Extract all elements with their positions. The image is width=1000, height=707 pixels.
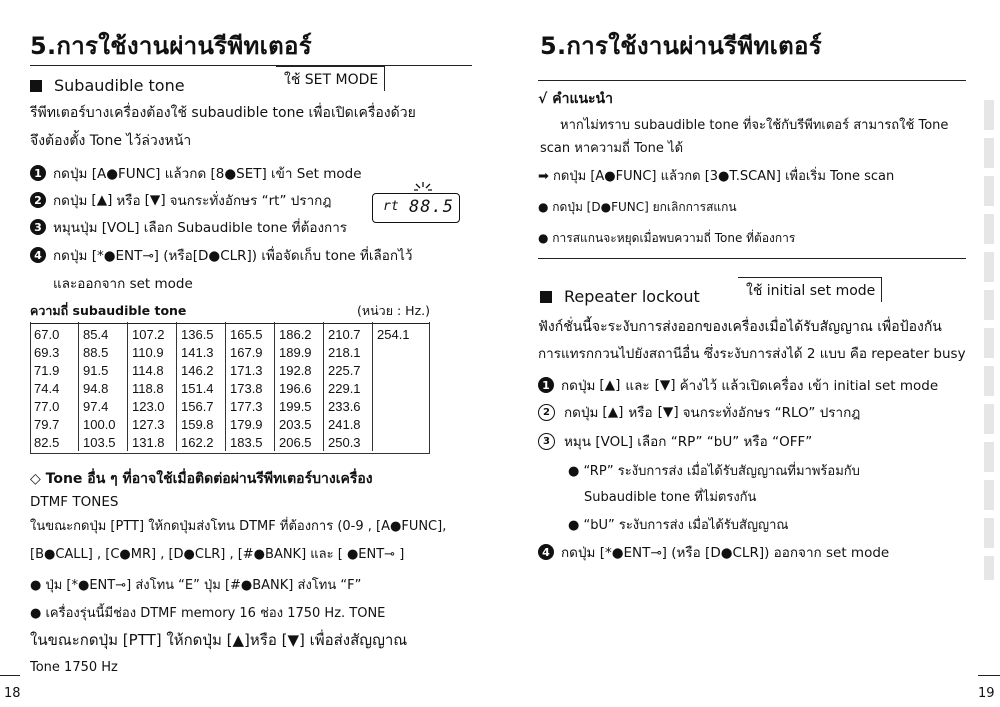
table-cell: 173.8 bbox=[226, 379, 275, 397]
step-text: กดปุ่ม [*●ENT⊸] (หรือ[D●CLR]) เพื่อจัดเก็บ tone ที่เลือกไว้ bbox=[53, 248, 413, 264]
mode-label: ใช้ SET MODE bbox=[276, 66, 385, 91]
square-bullet-icon bbox=[30, 80, 42, 92]
tip-line-1: หากไม่ทราบ subaudible tone ที่จะใช้กับรีพีทเตอร์ สามารถใช้ Tone bbox=[560, 118, 949, 133]
ptt-line-2: Tone 1750 Hz bbox=[30, 660, 118, 675]
step-number: 2 bbox=[30, 192, 46, 208]
page-title: 5.การใช้งานผ่านรีพีทเตอร์ bbox=[540, 32, 822, 60]
table-cell: 254.1 bbox=[373, 322, 422, 343]
table-cell: 69.3 bbox=[34, 344, 60, 360]
down-arrow-icon: ▼ bbox=[659, 377, 671, 393]
rp-option-line-1: ● “RP” ระงับการส่ง เมื่อได้รับสัญญาณที่มาพร้อมกับ bbox=[568, 464, 860, 479]
lockout-step-4 bbox=[538, 541, 889, 563]
right-arrow-icon: ➡ bbox=[538, 169, 549, 184]
table-cell bbox=[373, 361, 422, 379]
table-row bbox=[30, 322, 421, 343]
lockout-intro-1: ฟังก์ชั่นนี้จะระงับการส่งออกของเครื่องเมื่อได้รับสัญญาณ เพื่อป้องกัน bbox=[538, 319, 942, 335]
table-row bbox=[30, 343, 421, 361]
step-text: จนกระทั่งอักษร “rt” ปรากฎ bbox=[169, 193, 332, 209]
other-tones-heading bbox=[30, 467, 373, 492]
table-cell: 79.7 bbox=[34, 416, 60, 432]
table-cell: 82.5 bbox=[34, 434, 60, 450]
table-cell: 77.0 bbox=[34, 398, 60, 414]
intro-line-2: จึงต้องตั้ง Tone ไว้ล่วงหน้า bbox=[30, 133, 192, 149]
table-cell: 186.2 bbox=[275, 322, 324, 343]
page-number: 19 bbox=[978, 686, 995, 701]
table-cell: 103.5 bbox=[79, 433, 128, 451]
table-cell: 107.2 bbox=[128, 322, 177, 343]
ptt-line-1: ในขณะกดปุ่ม [PTT] ให้กดปุ่ม [▲]หรือ [▼] เพื่อส่งสัญญาณ bbox=[30, 631, 408, 649]
table-cell: 88.5 bbox=[79, 343, 128, 361]
down-arrow-icon: ▼ bbox=[149, 192, 161, 208]
lockout-intro-2: การแทรกกวนไปยังสถานีอื่น ซึ่งระงับการส่งได้ 2 แบบ คือ repeater busy bbox=[538, 346, 966, 362]
tip-arrow-text: กดปุ่ม [A●FUNC] แล้วกด [3●T.SCAN] เพื่อเริ่ม Tone scan bbox=[553, 169, 895, 184]
table-title: ความถี่ subaudible tone bbox=[30, 303, 187, 318]
table-cell: 210.7 bbox=[324, 322, 373, 343]
up-arrow-icon: ▲ bbox=[96, 192, 108, 208]
footer-rule bbox=[978, 675, 1000, 676]
up-arrow-icon: ▲ bbox=[607, 404, 619, 420]
blink-icon bbox=[411, 180, 435, 197]
step-text: หมุนปุ่ม [VOL] เลือก Subaudible tone ที่ต้องการ bbox=[53, 220, 348, 236]
bullet-dtmf-memory: ● เครื่องรุ่นนี้มีช่อง DTMF memory 16 ช่อง 1750 Hz. TONE bbox=[30, 606, 386, 621]
tip-rule bbox=[538, 258, 966, 259]
table-cell: 85.4 bbox=[79, 322, 128, 343]
ptt-text: ในขณะกดปุ่ม [PTT] ให้กดปุ่ม bbox=[30, 631, 222, 649]
table-cell bbox=[373, 343, 422, 361]
table-cell: 179.9 bbox=[226, 415, 275, 433]
other-tones-text: Tone อื่น ๆ ที่อาจใช้เมื่อติดต่อผ่านรีพีทเตอร์บางเครื่อง bbox=[45, 471, 373, 487]
table-row bbox=[30, 361, 421, 379]
step-2: 2 กดปุ่ม [ ▲ ] หรือ [ ▼ ] จนกระทั่งอักษร “rt” ปรากฎ bbox=[30, 189, 331, 211]
table-cell: 167.9 bbox=[226, 343, 275, 361]
section-title: Subaudible tone bbox=[54, 76, 185, 95]
right-page bbox=[500, 0, 1000, 707]
tip-heading: √ คำแนะนำ bbox=[538, 91, 613, 107]
step-1 bbox=[30, 162, 362, 184]
bu-option: ● “bU” ระงับการส่ง เมื่อได้รับสัญญาณ bbox=[568, 518, 789, 533]
table-cell: 71.9 bbox=[34, 362, 60, 378]
step-number: 1 bbox=[538, 377, 554, 393]
table-cell: 196.6 bbox=[275, 379, 324, 397]
table-cell: 162.2 bbox=[177, 433, 226, 451]
diamond-icon: ◇ bbox=[30, 471, 41, 487]
table-cell: 118.8 bbox=[128, 379, 177, 397]
rp-option-line-2: Subaudible tone ที่ไม่ตรงกัน bbox=[584, 490, 757, 505]
title-rule bbox=[538, 80, 966, 81]
step-number: 4 bbox=[30, 247, 46, 263]
dtmf-line-1: ในขณะกดปุ่ม [PTT] ให้กดปุ่มส่งโทน DTMF ที่ต้องการ (0-9 , [A●FUNC], bbox=[30, 519, 447, 534]
down-arrow-icon: ▼ bbox=[287, 631, 299, 649]
table-cell bbox=[373, 397, 422, 415]
table-cell: 206.5 bbox=[275, 433, 324, 451]
title-rule bbox=[30, 65, 472, 66]
dtmf-line-2: [B●CALL] , [C●MR] , [D●CLR] , [#●BANK] และ [ ●ENT⊸ ] bbox=[30, 547, 405, 562]
step-number: 3 bbox=[30, 219, 46, 235]
step-text: กดปุ่ม bbox=[561, 378, 596, 394]
table-cell: 141.3 bbox=[177, 343, 226, 361]
table-row bbox=[30, 415, 421, 433]
step-text: กดปุ่ม [A●FUNC] แล้วกด [8●SET] เข้า Set mode bbox=[53, 166, 362, 182]
table-cell: 97.4 bbox=[79, 397, 128, 415]
tone-table bbox=[30, 322, 421, 451]
table-cell: 156.7 bbox=[177, 397, 226, 415]
table-header bbox=[30, 301, 430, 324]
step-text: และ bbox=[625, 378, 650, 394]
down-arrow-icon: ▼ bbox=[662, 404, 674, 420]
lockout-step-1: 1 กดปุ่ม [ ▲ ] และ [ ▼ ] ค้างไว้ แล้วเปิดเครื่อง เข้า initial set mode bbox=[538, 374, 938, 396]
table-cell: 229.1 bbox=[324, 379, 373, 397]
table-cell: 218.1 bbox=[324, 343, 373, 361]
tip-bullet-1: ● กดปุ่ม [D●FUNC] ยกเลิกการสแกน bbox=[538, 200, 737, 214]
table-cell bbox=[373, 415, 422, 433]
table-row bbox=[30, 379, 421, 397]
step-number: 4 bbox=[538, 544, 554, 560]
page-number: 18 bbox=[4, 686, 21, 701]
section-heading bbox=[30, 76, 185, 95]
square-bullet-icon bbox=[540, 291, 552, 303]
table-cell: 241.8 bbox=[324, 415, 373, 433]
dtmf-heading: DTMF TONES bbox=[30, 494, 119, 510]
step-text: กดปุ่ม bbox=[53, 193, 88, 209]
up-arrow-icon: ▲ bbox=[232, 631, 245, 649]
table-cell bbox=[373, 433, 422, 451]
table-cell: 136.5 bbox=[177, 322, 226, 343]
intro-line-1: รีพีทเตอร์บางเครื่องต้องใช้ subaudible tone เพื่อเปิดเครื่องด้วย bbox=[30, 105, 416, 121]
table-cell: 146.2 bbox=[177, 361, 226, 379]
table-cell: 171.3 bbox=[226, 361, 275, 379]
step-text: หมุน [VOL] เลือก “RP” “bU” หรือ “OFF” bbox=[564, 434, 813, 450]
table-cell: 233.6 bbox=[324, 397, 373, 415]
table-cell bbox=[373, 379, 422, 397]
table-cell: 159.8 bbox=[177, 415, 226, 433]
table-cell: 91.5 bbox=[79, 361, 128, 379]
table-cell: 67.0 bbox=[34, 326, 60, 342]
table-cell: 94.8 bbox=[79, 379, 128, 397]
footer-rule bbox=[0, 675, 20, 676]
mode-label: ใช้ initial set mode bbox=[738, 277, 882, 302]
lcd-value: 88.5 bbox=[409, 197, 454, 217]
table-cell: 203.5 bbox=[275, 415, 324, 433]
step-4-continued: และออกจาก set mode bbox=[53, 276, 193, 292]
lockout-step-3 bbox=[538, 430, 812, 452]
ptt-text: เพื่อส่งสัญญาณ bbox=[309, 631, 408, 649]
table-cell: 225.7 bbox=[324, 361, 373, 379]
page-title: 5.การใช้งานผ่านรีพีทเตอร์ bbox=[30, 32, 312, 60]
lcd-display bbox=[372, 193, 460, 223]
tip-line-2: scan หาความถี่ Tone ได้ bbox=[540, 141, 684, 156]
table-cell: 114.8 bbox=[128, 361, 177, 379]
section-title: Repeater lockout bbox=[564, 287, 700, 306]
table-cell: 100.0 bbox=[79, 415, 128, 433]
section-heading bbox=[540, 287, 700, 306]
step-text: กดปุ่ม bbox=[564, 405, 599, 421]
side-watermark-decoration bbox=[978, 90, 1000, 590]
table-row bbox=[30, 433, 421, 451]
up-arrow-icon: ▲ bbox=[604, 377, 616, 393]
step-text: กดปุ่ม [*●ENT⊸] (หรือ [D●CLR]) ออกจาก set mode bbox=[561, 545, 890, 561]
step-text: ค้างไว้ แล้วเปิดเครื่อง เข้า initial set mode bbox=[679, 378, 939, 394]
step-4 bbox=[30, 244, 412, 266]
table-cell: 192.8 bbox=[275, 361, 324, 379]
ptt-text: หรือ bbox=[249, 631, 277, 649]
table-cell: 250.3 bbox=[324, 433, 373, 451]
table-cell: 74.4 bbox=[34, 380, 60, 396]
tip-arrow-line bbox=[538, 165, 894, 186]
tip-bullet-2: ● การสแกนจะหยุดเมื่อพบความถี่ Tone ที่ต้องการ bbox=[538, 231, 796, 245]
step-3 bbox=[30, 216, 347, 238]
bullet-e-f: ● ปุ่ม [*●ENT⊸] ส่งโทน “E” ปุ่ม [#●BANK] ส่งโทน “F” bbox=[30, 578, 362, 593]
step-text: หรือ bbox=[628, 405, 653, 421]
table-cell: 177.3 bbox=[226, 397, 275, 415]
step-text: หรือ bbox=[116, 193, 141, 209]
table-cell: 151.4 bbox=[177, 379, 226, 397]
table-cell: 165.5 bbox=[226, 322, 275, 343]
table-row bbox=[30, 397, 421, 415]
table-cell: 199.5 bbox=[275, 397, 324, 415]
table-cell: 123.0 bbox=[128, 397, 177, 415]
step-text: จนกระทั่งอักษร “RLO” ปรากฎ bbox=[682, 405, 861, 421]
table-cell: 110.9 bbox=[128, 343, 177, 361]
step-number: 3 bbox=[538, 433, 555, 450]
step-number: 2 bbox=[538, 404, 555, 421]
lockout-step-2: 2 กดปุ่ม [ ▲ ] หรือ [ ▼ ] จนกระทั่งอักษร “RLO” ปรากฎ bbox=[538, 401, 860, 423]
lcd-label: rt bbox=[383, 199, 399, 214]
table-cell: 183.5 bbox=[226, 433, 275, 451]
table-unit: (หน่วย : Hz.) bbox=[357, 303, 430, 318]
table-cell: 127.3 bbox=[128, 415, 177, 433]
table-cell: 189.9 bbox=[275, 343, 324, 361]
step-number: 1 bbox=[30, 165, 46, 181]
table-cell: 131.8 bbox=[128, 433, 177, 451]
